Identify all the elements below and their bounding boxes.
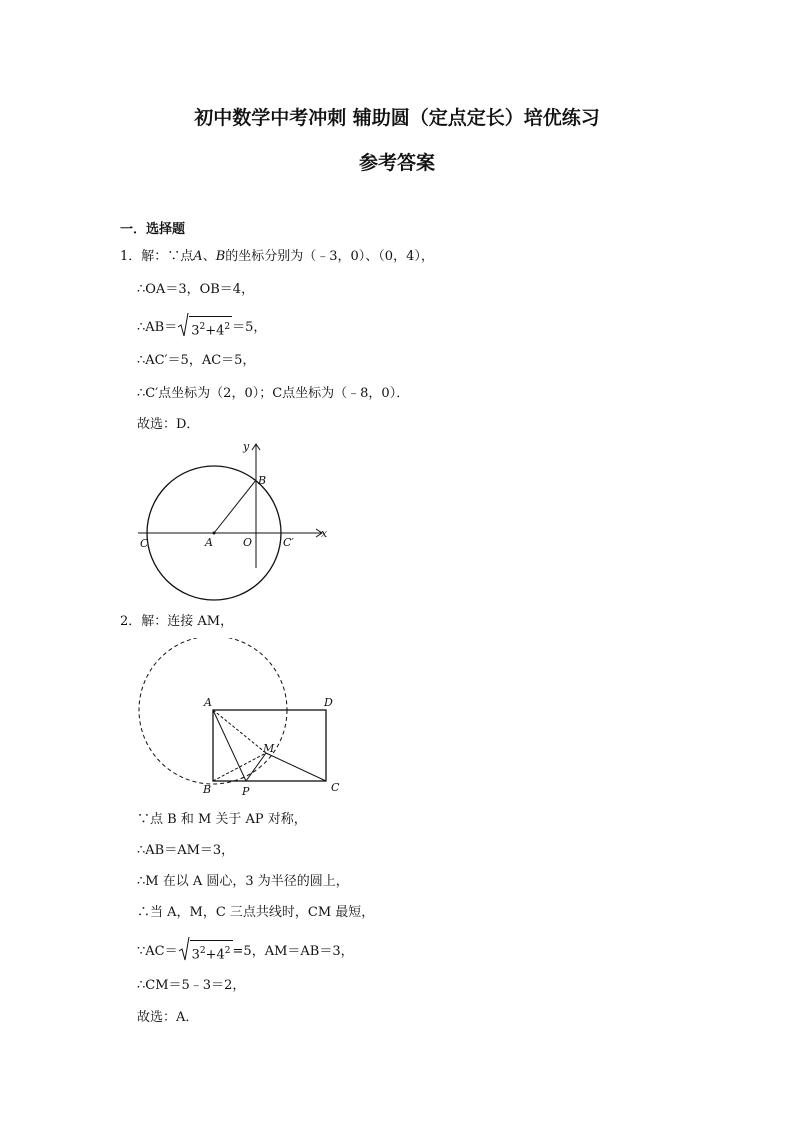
q2-figure <box>132 638 352 798</box>
q1-line-2: ∴OA＝3，OB＝4， <box>137 282 255 297</box>
label-d: D <box>324 696 333 709</box>
q2-line-2: ∵点 B 和 M 关于 AP 对称， <box>137 812 307 827</box>
label-a: A <box>205 536 213 549</box>
q1-line-1 <box>120 249 434 265</box>
q2-sqrt-term-1: 3 <box>191 947 200 963</box>
q1-number: 1． <box>120 249 142 264</box>
q1-sqrt-expression <box>177 316 232 339</box>
page-title: 初中数学中考冲刺 辅助圆（定点定长）培优练习 <box>194 107 600 129</box>
label-x: x <box>321 527 328 540</box>
q2-line-5: ∴当 A，M，C 三点共线时，CM 最短， <box>137 905 375 920</box>
q1-answer: 故选：D． <box>137 417 200 432</box>
q2-ac-label: ∵AC＝ <box>137 944 178 960</box>
segment-mc <box>266 753 326 781</box>
q2-line-6 <box>137 940 354 963</box>
section-heading: 一．选择题 <box>120 222 186 237</box>
q1-sqrt-term-2: +4 <box>205 323 225 339</box>
q2-line-4: ∴M 在以 A 圆心，3 为半径的圆上， <box>137 874 349 889</box>
label-b: B <box>258 474 267 487</box>
label-o: O <box>243 536 253 549</box>
q1-line-3 <box>137 316 266 339</box>
segment-ab <box>214 480 256 533</box>
q1-sqrt-term-1: 3 <box>191 323 200 339</box>
segment-ap <box>213 710 246 781</box>
q1-line-5: ∴C′点坐标为（2，0）；C点坐标为（﹣8，0）． <box>137 386 410 401</box>
q1-point-b: B <box>215 249 226 264</box>
q2-sqrt-term-2: +4 <box>205 947 225 963</box>
point-a <box>213 532 216 535</box>
q2-sqrt-exp-2: 2 <box>224 946 231 956</box>
q1-ab-label: ∴AB＝ <box>137 320 178 336</box>
q1-sqrt-exp-2: 2 <box>224 322 231 332</box>
label-p: P <box>242 785 250 798</box>
q1-text-c: 、 <box>202 249 216 264</box>
segment-am <box>213 710 266 753</box>
q2-ac-result: =5，AM＝AB＝3， <box>232 944 354 960</box>
label-b: B <box>203 783 212 796</box>
radical-sign-icon <box>178 936 190 962</box>
q2-line-1 <box>120 614 233 630</box>
q2-answer: 故选：A． <box>137 1010 199 1025</box>
page-subtitle: 参考答案 <box>358 152 435 174</box>
q2-sqrt-exp-1: 2 <box>199 946 206 956</box>
label-c: C <box>331 781 340 794</box>
q2-text: 解：连接 AM， <box>141 614 234 629</box>
q1-sqrt-exp-1: 2 <box>199 322 206 332</box>
q2-line-3: ∴AB＝AM＝3， <box>137 843 235 858</box>
q1-text-a: 解：∵点 <box>141 249 194 264</box>
q1-line-4: ∴AC′＝5，AC＝5， <box>137 353 256 368</box>
q1-figure <box>130 436 340 606</box>
label-y: y <box>243 440 250 453</box>
q1-text-e: 的坐标分别为（﹣3，0）、（0，4）， <box>225 249 434 264</box>
q1-ab-result: ＝5， <box>232 320 267 336</box>
q2-number: 2． <box>120 614 142 629</box>
radical-sign-icon <box>177 312 189 338</box>
label-m: M <box>263 742 275 755</box>
q2-line-7: ∴CM＝5﹣3＝2， <box>137 978 246 993</box>
label-c-prime: C′ <box>283 536 294 549</box>
segment-mp <box>246 753 266 781</box>
label-a: A <box>204 696 212 709</box>
q2-sqrt-expression <box>178 940 233 963</box>
q1-point-a: A <box>193 249 203 264</box>
label-c: C <box>140 537 149 550</box>
